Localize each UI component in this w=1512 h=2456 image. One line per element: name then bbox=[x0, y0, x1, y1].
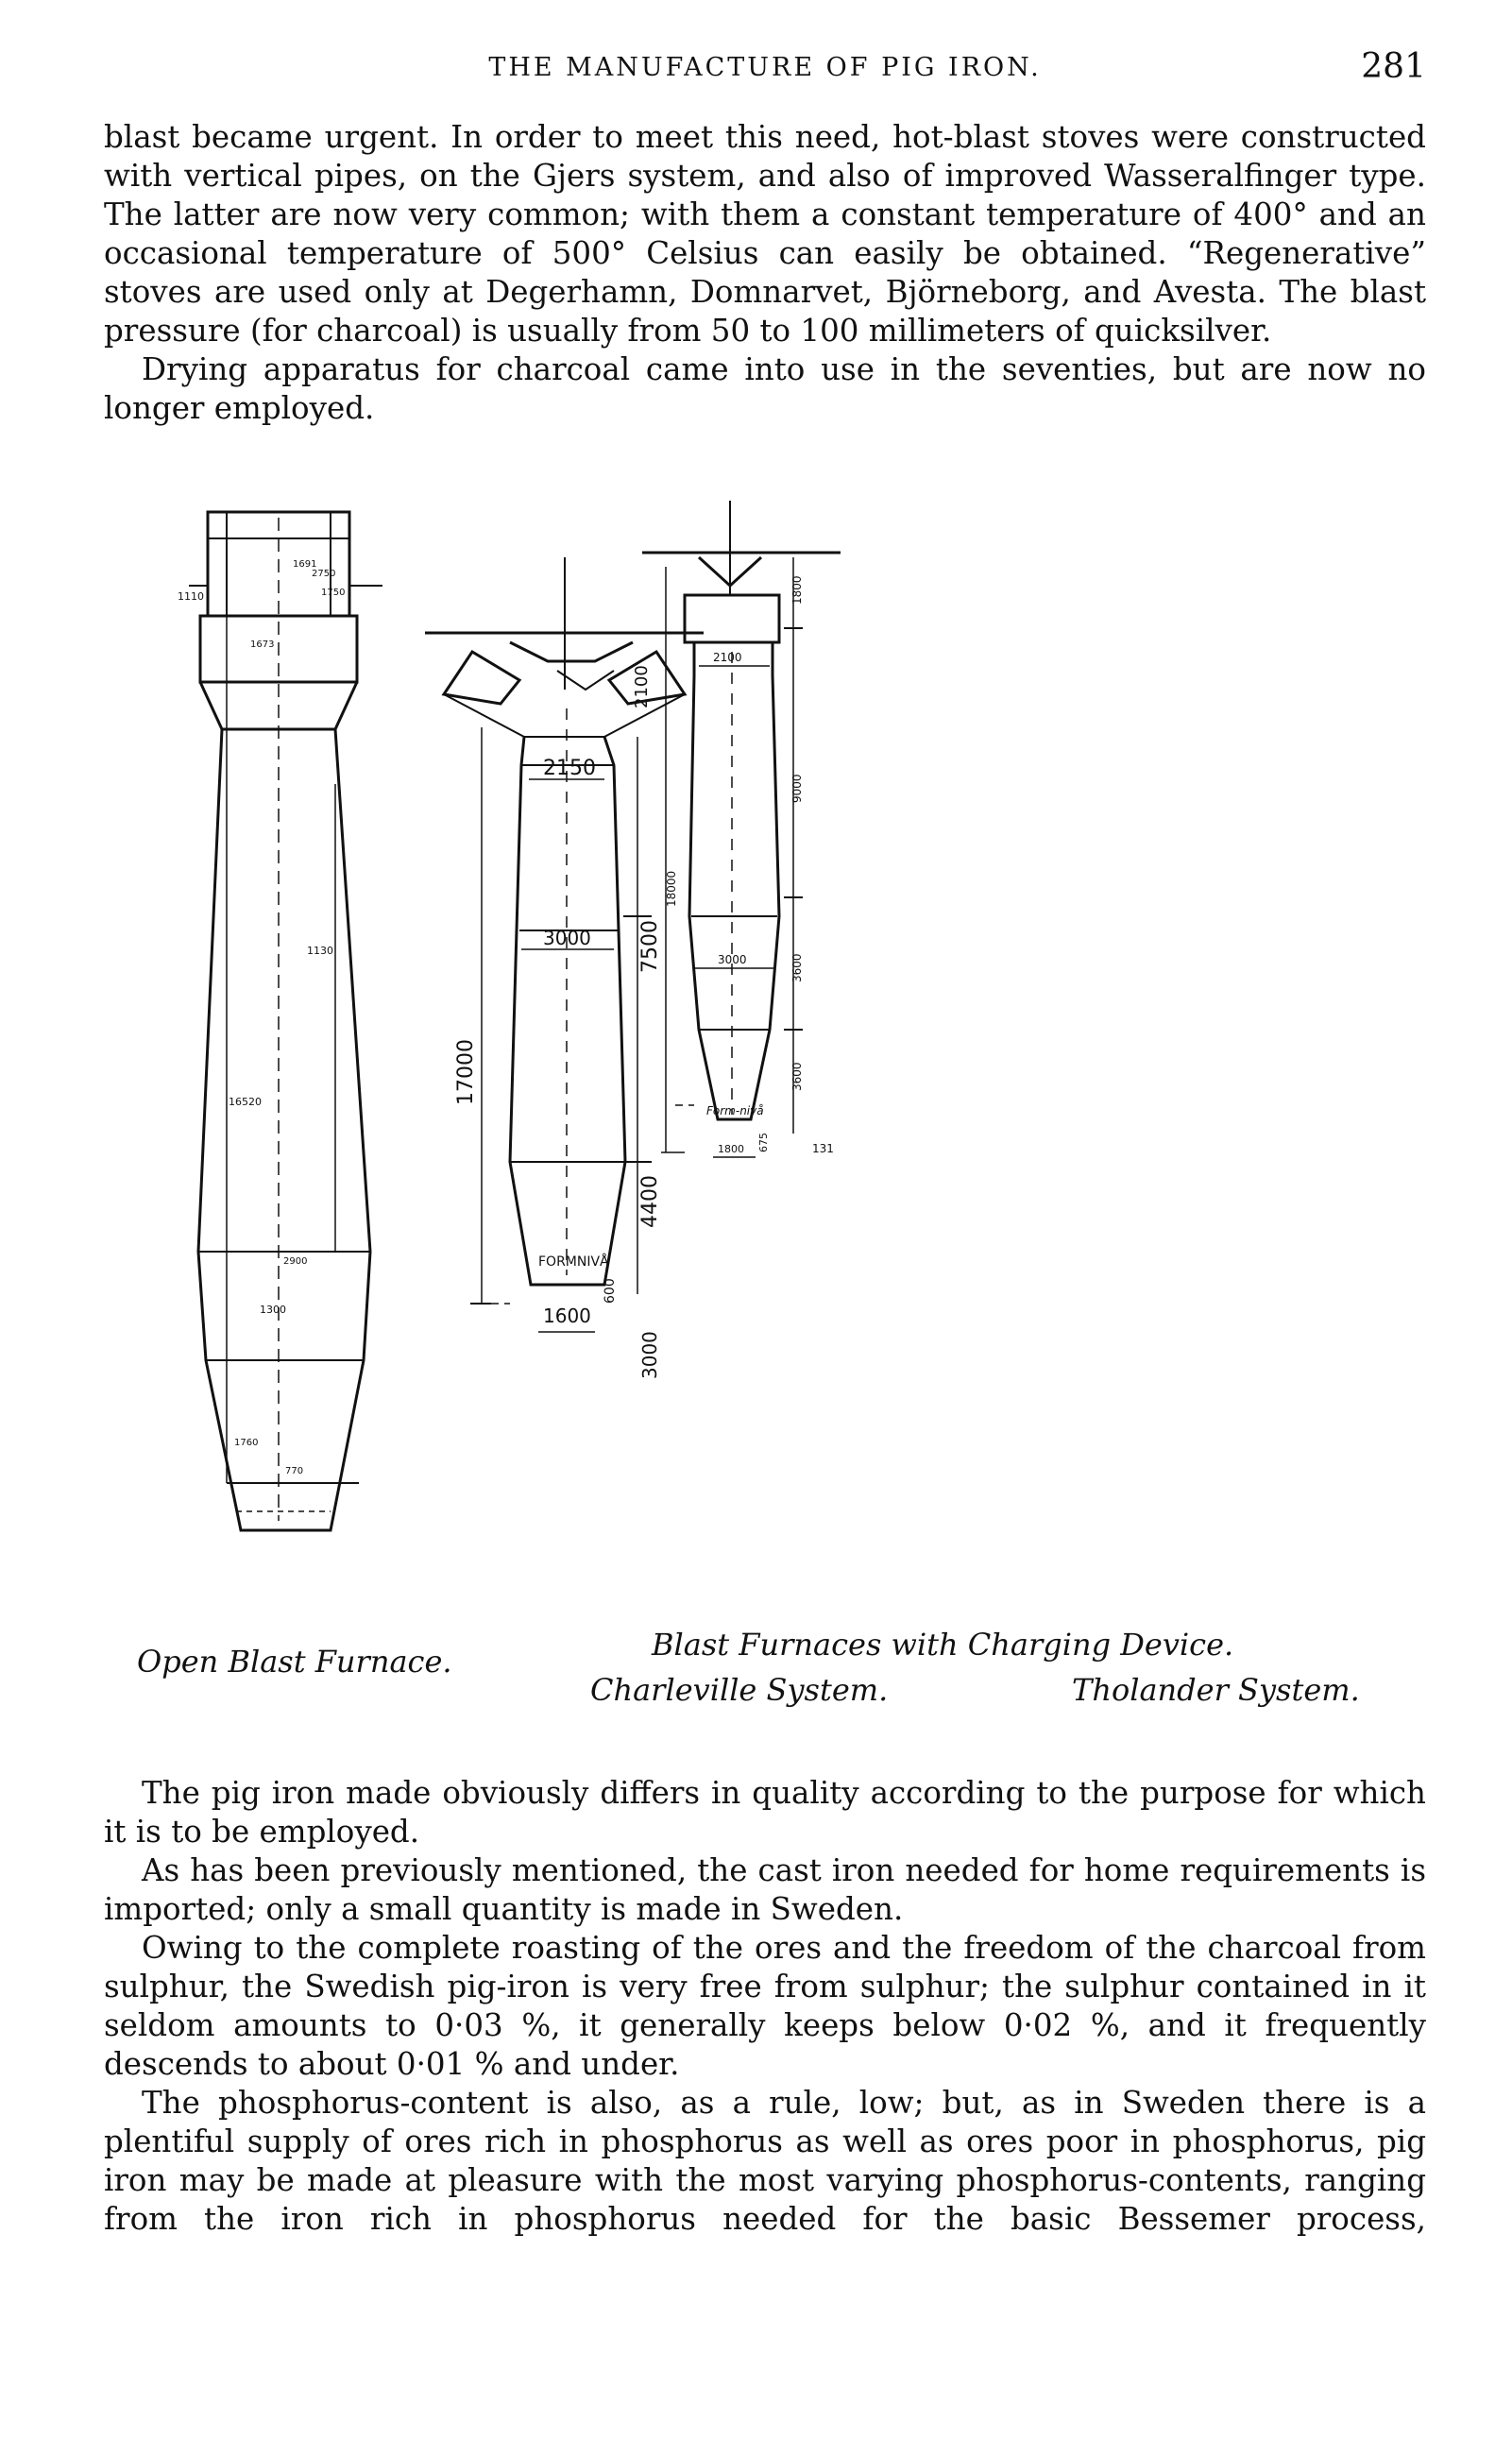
charleville-label-4: 17000 bbox=[454, 1039, 478, 1105]
open-label-6: 1130 bbox=[307, 945, 333, 957]
tholander-label-9: 1800 bbox=[718, 1143, 744, 1155]
charleville-formniva-label: FORMNIVÅ bbox=[538, 1254, 609, 1270]
charleville-label-5: 3000 bbox=[543, 927, 591, 949]
paragraph-pig-iron-quality: The pig iron made obviously differs in quality according to the purpose for which it is to be employed. bbox=[104, 1775, 1426, 1850]
page-number: 281 bbox=[1361, 47, 1426, 86]
tholander-shaft-outline bbox=[689, 642, 779, 1119]
paragraph-hot-blast: blast became urgent. In order to meet this need, hot-blast stoves were constructed with vertical pipes, on the Gjers system, and also of improved Wasseralfinger type. The latter are now very common; with them a constant temperature of 400° and an occasional temperature of 500° Celsius can easily be obtained. “Regenerative” stoves are used only at Degerhamn, Domnarvet, Björneborg, and Avesta. The blast pressure (for charcoal) is usually from 50 to 100 millimeters of quicksilver. bbox=[104, 119, 1426, 349]
charleville-label-3: 7500 bbox=[638, 920, 662, 973]
charleville-label-8: 600 bbox=[603, 1278, 618, 1304]
open-label-5: 1750 bbox=[321, 588, 346, 598]
open-label-8: 2900 bbox=[283, 1256, 308, 1267]
bottom-text-block bbox=[104, 1774, 1426, 2239]
open-label-10: 1760 bbox=[234, 1438, 259, 1448]
tholander-label-1: 2100 bbox=[713, 651, 742, 664]
caption-open-blast-furnace: Open Blast Furnace. bbox=[137, 1644, 452, 1680]
open-furnace-shaft-outline bbox=[198, 729, 370, 1530]
charleville-charging-device bbox=[510, 642, 633, 661]
tholander-label-5: 3000 bbox=[718, 953, 747, 966]
paragraph-sulphur: Owing to the complete roasting of the ores and the freedom of the charcoal from sulphur, the Swedish pig-iron is very free from sulphur; the sulphur contained in it seldom amounts to 0·03 %, it generally keeps below 0·02 %, and it frequently descends to about 0·01 % and under. bbox=[104, 1930, 1426, 2082]
open-label-11: 770 bbox=[285, 1466, 304, 1476]
open-label-4: 2750 bbox=[312, 569, 336, 579]
charleville-label-1: 2150 bbox=[543, 757, 596, 780]
tholander-furnace-drawing bbox=[642, 501, 841, 1157]
charleville-shaft-outline bbox=[510, 737, 625, 1285]
charleville-label-2: 2100 bbox=[632, 665, 652, 708]
furnace-drawings-svg bbox=[170, 501, 1388, 1606]
open-label-2: 1691 bbox=[293, 559, 317, 570]
paragraph-drying-apparatus: Drying apparatus for charcoal came into use in the seventies, but are now no longer employed. bbox=[104, 351, 1426, 426]
charleville-label-6: 4400 bbox=[638, 1175, 662, 1228]
tholander-top-housing bbox=[685, 595, 779, 642]
tholander-formniva-label: Form-nivå bbox=[706, 1104, 764, 1117]
charleville-left-gas-outlet bbox=[444, 652, 519, 704]
charleville-label-9: 1600 bbox=[543, 1305, 591, 1327]
open-label-1: 1110 bbox=[178, 590, 204, 603]
tholander-label-3: 9000 bbox=[790, 774, 804, 803]
running-header bbox=[104, 47, 1426, 94]
top-text-block bbox=[104, 118, 1426, 428]
caption-tholander-system: Tholander System. bbox=[1072, 1672, 1360, 1708]
tholander-figure-number: 131 bbox=[812, 1142, 834, 1155]
furnace-drawings-figure bbox=[170, 501, 1388, 1606]
tholander-label-4: 18000 bbox=[665, 870, 678, 907]
open-blast-furnace-drawing bbox=[178, 512, 382, 1530]
caption-charging-device: Blast Furnaces with Charging Device. bbox=[652, 1627, 1234, 1663]
running-title: THE MANUFACTURE OF PIG IRON. bbox=[488, 53, 1042, 82]
open-label-9: 1300 bbox=[260, 1304, 286, 1316]
charleville-label-7: 3000 bbox=[638, 1331, 661, 1379]
charleville-furnace-drawing bbox=[425, 557, 704, 1379]
tholander-label-8: 675 bbox=[757, 1133, 770, 1152]
caption-charleville-system: Charleville System. bbox=[590, 1672, 889, 1708]
tholander-label-7: 3600 bbox=[790, 1062, 804, 1091]
tholander-label-6: 3600 bbox=[790, 953, 804, 982]
open-label-3: 1673 bbox=[250, 640, 275, 650]
paragraph-cast-iron-imported: As has been previously mentioned, the cast iron needed for home requirements is imported; only a small quantity is made in Sweden. bbox=[104, 1852, 1426, 1927]
tholander-label-2: 1800 bbox=[790, 575, 804, 605]
paragraph-phosphorus: The phosphorus-content is also, as a rule, low; but, as in Sweden there is a plentiful supply of ores rich in phosphorus as well as ores poor in phosphorus, pig iron may be made at pleasure with the most varying phosphorus-contents, ranging from the iron rich in phosphorus needed for the basic Bessemer process, bbox=[104, 2085, 1426, 2237]
open-label-7: 16520 bbox=[229, 1096, 262, 1108]
